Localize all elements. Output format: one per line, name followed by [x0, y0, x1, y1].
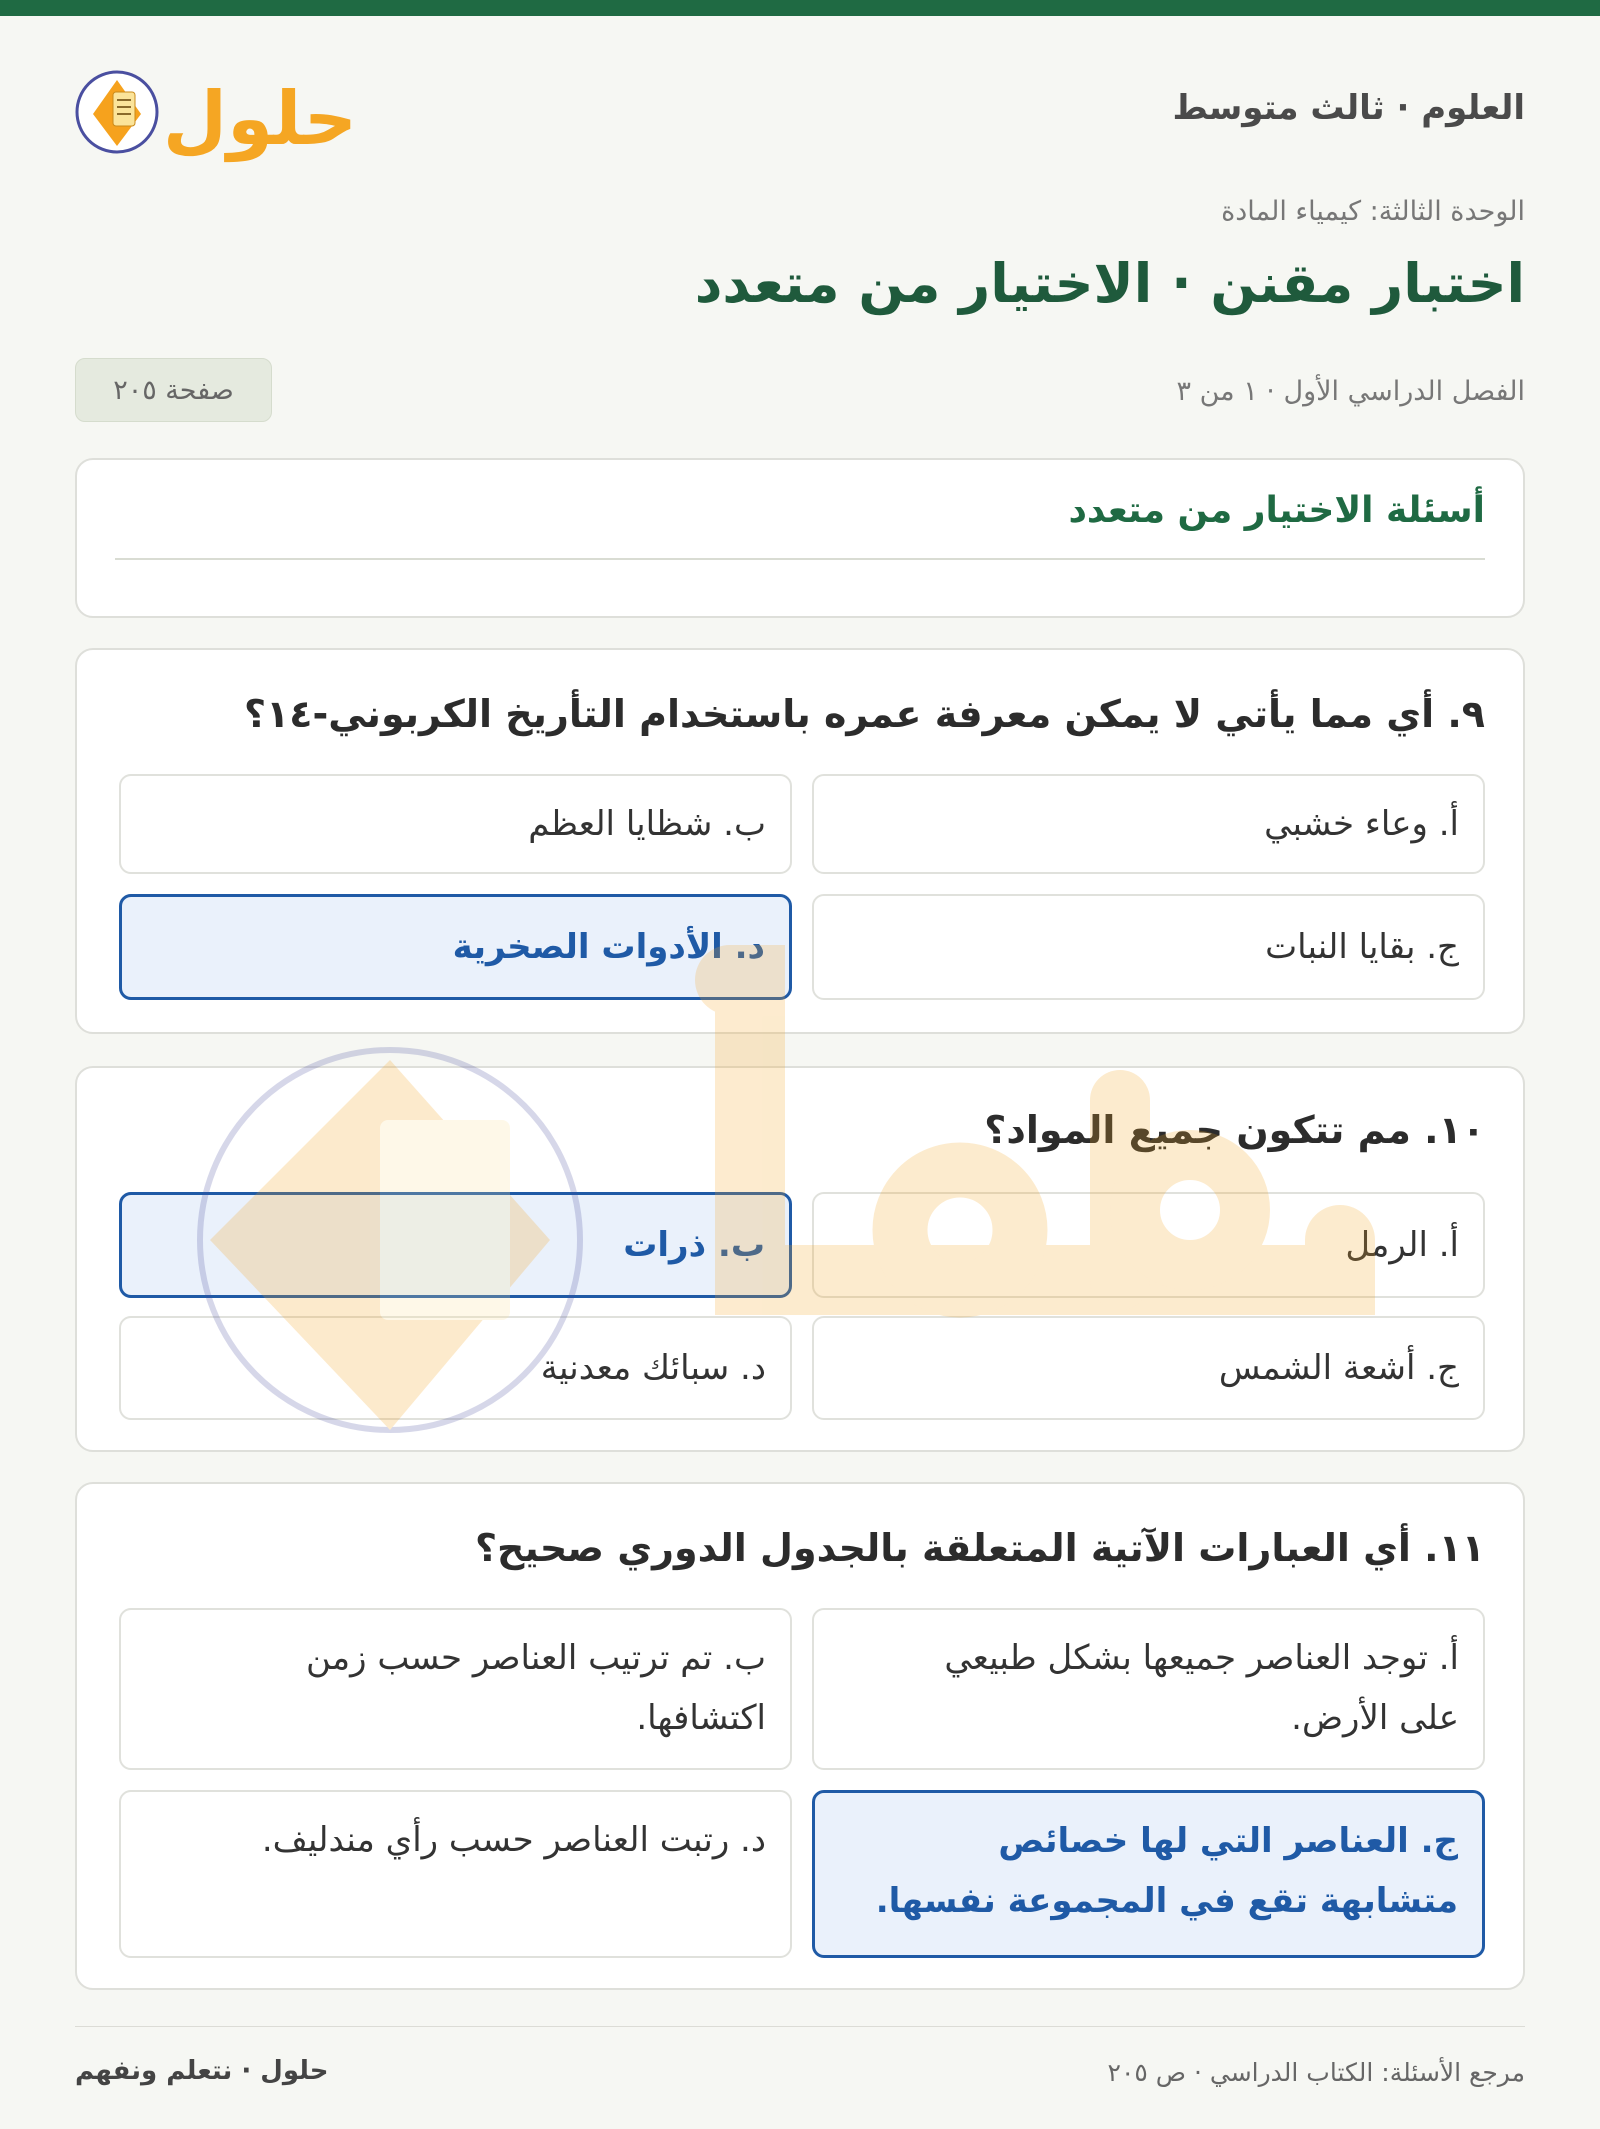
question-card-9: [75, 648, 1525, 1034]
option-d[interactable]: [119, 1790, 792, 1958]
option-d[interactable]: د. سبائك معدنية: [119, 1316, 792, 1420]
option-d-correct[interactable]: د. الأدوات الصخرية: [119, 894, 792, 1000]
option-line: اكتشافها.: [636, 1698, 766, 1738]
option-b-correct[interactable]: ب. ذرات: [119, 1192, 792, 1298]
term-label: الفصل الدراسي الأول · ١ من ٣: [1176, 376, 1525, 407]
section-header-card: [75, 458, 1525, 618]
hulul-logo: [75, 54, 358, 164]
section-divider: [115, 558, 1485, 560]
footer-brand: حلول · نتعلم ونفهم: [75, 2056, 329, 2086]
question-text: ٩. أي مما يأتي لا يمكن معرفة عمره باستخدام التأريخ الكربوني-١٤؟: [244, 692, 1485, 736]
option-line: أ. توجد العناصر جميعها بشكل طبيعي: [944, 1638, 1459, 1678]
svg-text:حلول: حلول: [162, 76, 358, 162]
question-card-10: [75, 1066, 1525, 1452]
section-title: أسئلة الاختيار من متعدد: [1068, 490, 1485, 531]
page-title: اختبار مقنن · الاختيار من متعدد: [694, 252, 1525, 315]
option-b[interactable]: ب. شظايا العظم: [119, 774, 792, 874]
option-a[interactable]: [812, 1608, 1485, 1770]
question-text: ١١. أي العبارات الآتية المتعلقة بالجدول الدوري صحيح؟: [474, 1526, 1485, 1570]
option-line: على الأرض.: [1291, 1698, 1459, 1738]
page-number-badge: صفحة ٢٠٥: [75, 358, 272, 422]
option-line: ج. العناصر التي لها خصائص: [998, 1821, 1458, 1861]
option-c[interactable]: ج. بقايا النبات: [812, 894, 1485, 1000]
footer-reference: مرجع الأسئلة: الكتاب الدراسي · ص ٢٠٥: [1107, 2058, 1525, 2087]
page-header: [75, 50, 1525, 170]
question-text: ١٠. مم تتكون جميع المواد؟: [984, 1108, 1485, 1152]
option-a[interactable]: أ. وعاء خشبي: [812, 774, 1485, 874]
option-c-correct[interactable]: [812, 1790, 1485, 1958]
option-c[interactable]: ج. أشعة الشمس: [812, 1316, 1485, 1420]
subject-label: العلوم · ثالث متوسط: [1172, 88, 1525, 128]
option-line: متشابهة تقع في المجموعة نفسها.: [875, 1881, 1458, 1921]
option-b[interactable]: [119, 1608, 792, 1770]
option-line: د. رتبت العناصر حسب رأي مندليف.: [261, 1820, 766, 1860]
unit-label: الوحدة الثالثة: كيمياء المادة: [1221, 196, 1525, 227]
option-line: ب. تم ترتيب العناصر حسب زمن: [306, 1638, 766, 1678]
footer-divider: [75, 2026, 1525, 2027]
top-accent-bar: [0, 0, 1600, 16]
option-a[interactable]: أ. الرمل: [812, 1192, 1485, 1298]
question-card-11: [75, 1482, 1525, 1990]
